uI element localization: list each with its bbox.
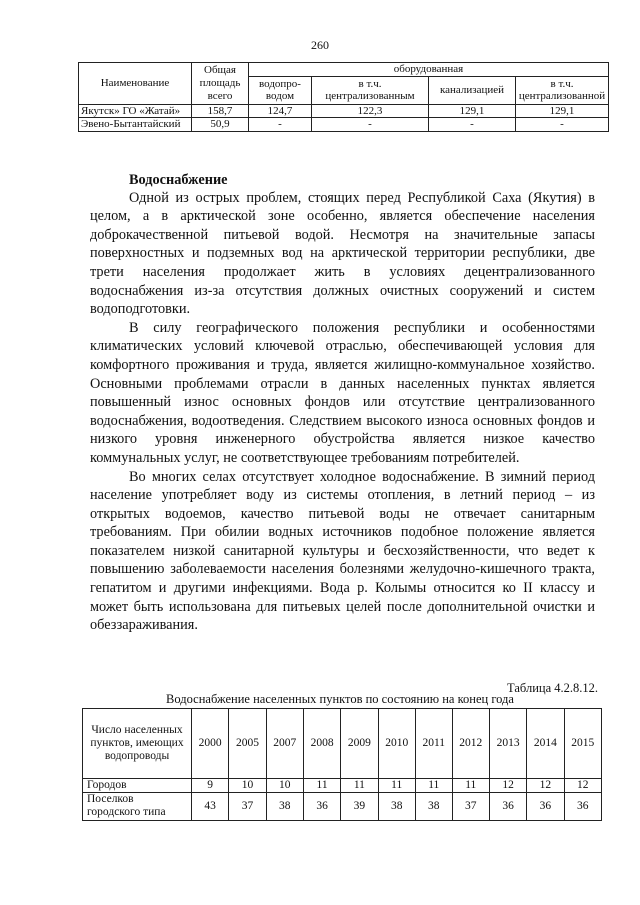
table-cell: 37: [229, 793, 266, 820]
row-name: Якутск» ГО «Жатай»: [79, 104, 192, 118]
table-cell: 11: [452, 779, 489, 793]
cell-total: 50,9: [192, 118, 249, 132]
paragraph: В силу географического положения республики и особенностями климатических условий ключевой отраслью, обеспечивающей условия для комфортного проживания и труда, является жилищно-коммунальное хозяйство. Основными проблемами отрасли в данных населенных пунктах является повышенный износ основных фондов или отсутствие централизованного водоснабжения, водоотведения. Следствием высокого износа основных фондов и низкого уровня инженерного обустройства является низкое качество коммунальных услуг, не соответствующее требованиям потребителей.: [90, 319, 595, 466]
page-number: 260: [311, 38, 329, 52]
header-settlements: Число населенных пунктов, имеющих водопроводы: [83, 709, 192, 779]
table-cell: 12: [564, 779, 601, 793]
header-year: 2013: [489, 709, 526, 779]
table-cell: 36: [489, 793, 526, 820]
header-year: 2010: [378, 709, 415, 779]
header-sewerage: канализацией: [429, 76, 516, 104]
header-equipped-group: оборудованная: [249, 63, 609, 77]
table-cell: 10: [229, 779, 266, 793]
section-body: [90, 170, 595, 635]
table-cell: 11: [303, 779, 340, 793]
header-total-area: Общая площадь всего: [192, 63, 249, 105]
cell-sewer-centralized: 129,1: [516, 104, 609, 118]
header-incl-centralized-water: в т.ч. централизованным: [312, 76, 429, 104]
cell-sewer: 129,1: [429, 104, 516, 118]
header-water-supply: водопро-водом: [249, 76, 312, 104]
table-cell: 11: [415, 779, 452, 793]
header-year: 2014: [527, 709, 564, 779]
table-cell: 12: [489, 779, 526, 793]
paragraph: Одной из острых проблем, стоящих перед Республикой Саха (Якутия) в целом, а в арктической зоне особенно, является обеспечение населения доброкачественной питьевой водой. Несмотря на значительные запасы поверхностных и подземных вод на арктической территории республики, две трети населения продолжает жить в условиях децентрализованного водоснабжения из-за отсутствия должных очистных сооружений и систем водоподготовки.: [90, 189, 595, 318]
water-supply-table: [82, 708, 602, 821]
table-cell: 10: [266, 779, 303, 793]
table-row: [83, 779, 602, 793]
table-cell: 11: [341, 779, 378, 793]
table-row: [79, 104, 609, 118]
table-number-caption: Таблица 4.2.8.12.: [507, 681, 598, 695]
table-cell: 38: [415, 793, 452, 820]
row-label: Поселков городского типа: [83, 793, 192, 820]
cell-water: -: [249, 118, 312, 132]
table-cell: 12: [527, 779, 564, 793]
header-year: 2012: [452, 709, 489, 779]
cell-sewer: -: [429, 118, 516, 132]
header-year: 2009: [341, 709, 378, 779]
header-year: 2005: [229, 709, 266, 779]
table-cell: 43: [192, 793, 229, 820]
table-cell: 9: [192, 779, 229, 793]
table-row: [83, 793, 602, 820]
table-title: Водоснабжение населенных пунктов по состоянию на конец года: [166, 692, 514, 706]
table-cell: 36: [303, 793, 340, 820]
paragraph: Во многих селах отсутствует холодное водоснабжение. В зимний период население употребляет воду из системы отопления, в летний период – из открытых водоемов, качество питьевой воды не отвечает санитарным требованиям. При обилии водных источников подобное положение является показателем низкой санитарной культуры и бесхозяйственности, что ведет к повышению заболеваемости населения болезнями желудочно-кишечного тракта, гепатитом и другими инфекциями. Вода р. Колымы относится ко II классу и может быть использована для питьевых целей после дополнительной очистки и обеззараживания.: [90, 468, 595, 634]
cell-sewer-centralized: -: [516, 118, 609, 132]
table-cell: 36: [564, 793, 601, 820]
section-heading: Водоснабжение: [129, 172, 228, 188]
header-year: 2015: [564, 709, 601, 779]
header-year: 2000: [192, 709, 229, 779]
table-row: [79, 118, 609, 132]
table-cell: 38: [266, 793, 303, 820]
header-year: 2007: [266, 709, 303, 779]
header-year: 2008: [303, 709, 340, 779]
cell-water-centralized: 122,3: [312, 104, 429, 118]
header-incl-centralized-sewer: в т.ч. централизованной: [516, 76, 609, 104]
cell-total: 158,7: [192, 104, 249, 118]
table-cell: 38: [378, 793, 415, 820]
table-cell: 37: [452, 793, 489, 820]
table-header-row: [83, 709, 602, 779]
cell-water: 124,7: [249, 104, 312, 118]
table-cell: 36: [527, 793, 564, 820]
table-cell: 11: [378, 779, 415, 793]
table-cell: 39: [341, 793, 378, 820]
header-year: 2011: [415, 709, 452, 779]
row-name: Эвено-Бытантайский: [79, 118, 192, 132]
housing-equipment-table: [78, 62, 609, 132]
cell-water-centralized: -: [312, 118, 429, 132]
row-label: Городов: [83, 779, 192, 793]
header-name: Наименование: [79, 63, 192, 105]
